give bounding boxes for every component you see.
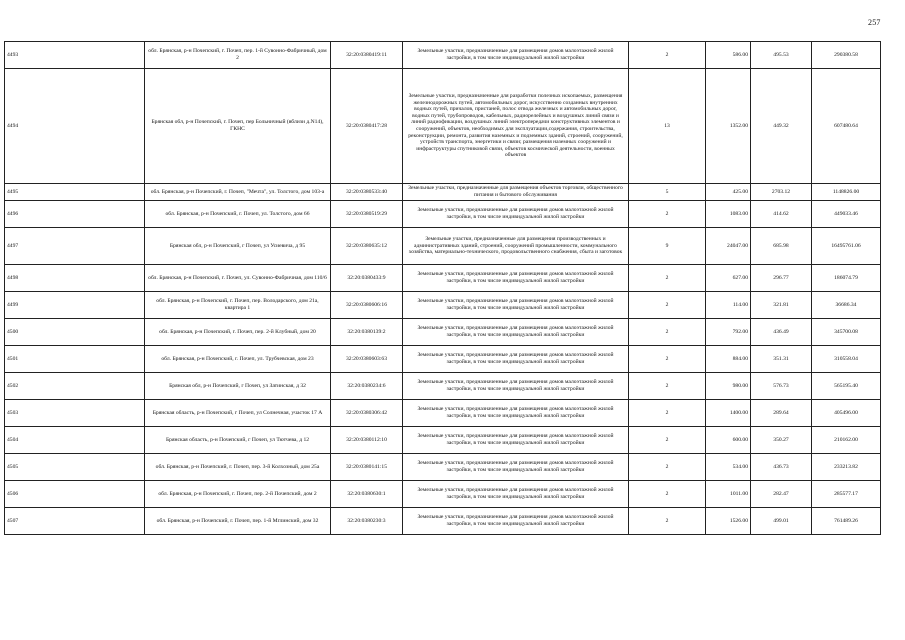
row-number-cell: 4502	[5, 373, 145, 400]
area-cell: 425.00	[706, 184, 751, 201]
cadastral-value-cell: 565195.40	[812, 373, 881, 400]
table-row	[5, 69, 881, 184]
cadastral-number-cell: 32:20:0380112:10	[331, 427, 403, 454]
row-number-cell: 4503	[5, 400, 145, 427]
row-number-cell: 4507	[5, 508, 145, 535]
cadastral-number-cell: 32:20:0380234:6	[331, 373, 403, 400]
cadastral-value-cell: 449033.46	[812, 201, 881, 228]
specific-value-cell: 495.53	[751, 42, 812, 69]
address-cell: Брянская обл, р-н Почепский, г Почеп, ул Затинская, д 32	[145, 373, 331, 400]
row-number-cell: 4506	[5, 481, 145, 508]
permitted-use-cell: Земельные участки, предназначенные для размещения домов малоэтажной жилой застройки, в том числе индивидуальной жилой застройки	[403, 265, 629, 292]
specific-value-cell: 289.64	[751, 400, 812, 427]
specific-value-cell: 321.81	[751, 292, 812, 319]
cadastral-value-cell: 761489.26	[812, 508, 881, 535]
permitted-use-cell: Земельные участки, предназначенные для размещения домов малоэтажной жилой застройки, в том числе индивидуальной жилой застройки	[403, 481, 629, 508]
address-cell: обл. Брянская, р-н Почепский, г. Почеп, "Мечта", ул. Толстого, дом 103-а	[145, 184, 331, 201]
address-cell: Брянская область, р-н Почепский, г Почеп, ул Тютчева, д 12	[145, 427, 331, 454]
permitted-use-cell: Земельные участки, предназначенные для размещения объектов торговли, общественного питания и бытового обслуживания	[403, 184, 629, 201]
specific-value-cell: 2703.12	[751, 184, 812, 201]
cadastral-value-cell: 345700.08	[812, 319, 881, 346]
row-number-cell: 4505	[5, 454, 145, 481]
row-number-cell: 4504	[5, 427, 145, 454]
cadastral-number-cell: 32:20:0380635:12	[331, 228, 403, 265]
use-group-cell: 2	[629, 481, 706, 508]
table-row	[5, 427, 881, 454]
use-group-cell: 2	[629, 427, 706, 454]
address-cell: обл. Брянская, р-н Почепский, г. Почеп, пер. 3-й Колхозный, дом 25а	[145, 454, 331, 481]
permitted-use-cell: Земельные участки, предназначенные для размещения домов малоэтажной жилой застройки, в том числе индивидуальной жилой застройки	[403, 400, 629, 427]
table-row	[5, 292, 881, 319]
permitted-use-cell: Земельные участки, предназначенные для размещения домов малоэтажной жилой застройки, в том числе индивидуальной жилой застройки	[403, 373, 629, 400]
permitted-use-cell: Земельные участки, предназначенные для размещения домов малоэтажной жилой застройки, в том числе индивидуальной жилой застройки	[403, 292, 629, 319]
address-cell: обл. Брянская, р-н Почепский, г. Почеп, ул. Трубчевская, дом 23	[145, 346, 331, 373]
permitted-use-cell: Земельные участки, предназначенные для размещения домов малоэтажной жилой застройки, в том числе индивидуальной жилой застройки	[403, 454, 629, 481]
table-row	[5, 454, 881, 481]
specific-value-cell: 351.31	[751, 346, 812, 373]
row-number-cell: 4496	[5, 201, 145, 228]
use-group-cell: 2	[629, 265, 706, 292]
area-cell: 24047.00	[706, 228, 751, 265]
table-body	[5, 42, 881, 535]
cadastral-value-cell: 310558.04	[812, 346, 881, 373]
use-group-cell: 2	[629, 292, 706, 319]
area-cell: 1526.00	[706, 508, 751, 535]
area-cell: 1400.00	[706, 400, 751, 427]
address-cell: обл. Брянская, р-н Почепский, г. Почеп, ул. Сувонно-Фабричная, дом 110/6	[145, 265, 331, 292]
table-row	[5, 346, 881, 373]
specific-value-cell: 350.27	[751, 427, 812, 454]
cadastral-value-cell: 210162.00	[812, 427, 881, 454]
cadastral-value-cell: 36686.34	[812, 292, 881, 319]
permitted-use-cell: Земельные участки, предназначенные для размещения домов малоэтажной жилой застройки, в том числе индивидуальной жилой застройки	[403, 346, 629, 373]
cadastral-number-cell: 32:20:0380230:3	[331, 508, 403, 535]
area-cell: 586.00	[706, 42, 751, 69]
specific-value-cell: 449.32	[751, 69, 812, 184]
row-number-cell: 4493	[5, 42, 145, 69]
address-cell: Брянская область, р-н Почепский, г Почеп, ул Солнечная, участок 17 А	[145, 400, 331, 427]
area-cell: 600.00	[706, 427, 751, 454]
area-cell: 1083.00	[706, 201, 751, 228]
specific-value-cell: 296.77	[751, 265, 812, 292]
cadastral-number-cell: 32:20:0380603:63	[331, 346, 403, 373]
use-group-cell: 5	[629, 184, 706, 201]
area-cell: 884.00	[706, 346, 751, 373]
cadastral-value-cell: 285577.17	[812, 481, 881, 508]
permitted-use-cell: Земельные участки, предназначенные для размещения домов малоэтажной жилой застройки, в том числе индивидуальной жилой застройки	[403, 508, 629, 535]
row-number-cell: 4501	[5, 346, 145, 373]
area-cell: 980.00	[706, 373, 751, 400]
permitted-use-cell: Земельные участки, предназначенные для размещения домов малоэтажной жилой застройки, в том числе индивидуальной жилой застройки	[403, 427, 629, 454]
specific-value-cell: 282.47	[751, 481, 812, 508]
area-cell: 792.00	[706, 319, 751, 346]
permitted-use-cell: Земельные участки, предназначенные для размещения домов малоэтажной жилой застройки, в том числе индивидуальной жилой застройки	[403, 319, 629, 346]
row-number-cell: 4500	[5, 319, 145, 346]
cadastral-value-cell: 16495761.06	[812, 228, 881, 265]
specific-value-cell: 414.62	[751, 201, 812, 228]
row-number-cell: 4499	[5, 292, 145, 319]
permitted-use-cell: Земельные участки, предназначенные для размещения домов малоэтажной жилой застройки, в том числе индивидуальной жилой застройки	[403, 201, 629, 228]
address-cell: обл. Брянская, р-н Почепский, г. Почеп, ул. Толстого, дом 66	[145, 201, 331, 228]
address-cell: Брянская обл, р-н Почепский, г. Почеп, пер Больничный (вблизи д.N14), ГКНС	[145, 69, 331, 184]
permitted-use-cell: Земельные участки, предназначенные для разработки полезных ископаемых, размещения железнодорожных путей, автомобильных дорог, искусственно созданных внутренних водных путей, причалов, пристаней, полос отвода железных и автомобильных дорог, водных путей, трубопроводов, кабельных, радиорелейных и воздушных линий связи и линий радиофикации, воздушных линий электропередачи конструктивных элементов и сооружений, объектов, необходимых для эксплуатации,содержания, строительства, реконструкции, ремонта, развития наземных и подземных зданий, строений, сооружений, устройств транспорта, энергетики и связи; размещения наземных сооружений и инфраструктуры спутниковой связи, объектов космической деятельности, военных объектов	[403, 69, 629, 184]
address-cell: обл. Брянская, р-н Почепский, г. Почеп, пер. Володарского, дом 21а, квартира 1	[145, 292, 331, 319]
cadastral-value-cell: 233213.82	[812, 454, 881, 481]
cadastral-number-cell: 32:20:0380417:28	[331, 69, 403, 184]
area-cell: 114.00	[706, 292, 751, 319]
cadastral-number-cell: 32:20:0380419:11	[331, 42, 403, 69]
area-cell: 534.00	[706, 454, 751, 481]
area-cell: 627.00	[706, 265, 751, 292]
use-group-cell: 2	[629, 400, 706, 427]
use-group-cell: 9	[629, 228, 706, 265]
specific-value-cell: 576.73	[751, 373, 812, 400]
table-row	[5, 184, 881, 201]
row-number-cell: 4494	[5, 69, 145, 184]
use-group-cell: 2	[629, 373, 706, 400]
specific-value-cell: 499.01	[751, 508, 812, 535]
address-cell: обл. Брянская, р-н Почепский, г. Почеп, пер. 2-й Почепский, дом 2	[145, 481, 331, 508]
address-cell: обл. Брянская, р-н Почепский, г. Почеп, пер. 2-й Клубный, дом 20	[145, 319, 331, 346]
cadastral-number-cell: 32:20:0380306:42	[331, 400, 403, 427]
cadastral-number-cell: 32:20:0380533:40	[331, 184, 403, 201]
cadastral-number-cell: 32:20:0380433:9	[331, 265, 403, 292]
page-number: 257	[868, 18, 881, 27]
area-cell: 1011.00	[706, 481, 751, 508]
use-group-cell: 2	[629, 201, 706, 228]
cadastral-number-cell: 32:20:0380519:29	[331, 201, 403, 228]
table-row	[5, 508, 881, 535]
permitted-use-cell: Земельные участки, предназначенные для размещения производственных и административных зданий, строений, сооружений промышленности, коммунального хозяйства, материально-технического, продовольственного снабжения, сбыта и заготовок	[403, 228, 629, 265]
address-cell: Брянская обл, р-н Почепский, г Почеп, ул Усиевича, д 95	[145, 228, 331, 265]
permitted-use-cell: Земельные участки, предназначенные для размещения домов малоэтажной жилой застройки, в том числе индивидуальной жилой застройки	[403, 42, 629, 69]
use-group-cell: 2	[629, 346, 706, 373]
cadastral-number-cell: 32:20:0380606:16	[331, 292, 403, 319]
table-row	[5, 400, 881, 427]
cadastral-number-cell: 32:20:0380141:15	[331, 454, 403, 481]
table-row	[5, 228, 881, 265]
cadastral-value-cell: 186074.79	[812, 265, 881, 292]
row-number-cell: 4497	[5, 228, 145, 265]
cadastral-number-cell: 32:20:0380630:1	[331, 481, 403, 508]
address-cell: обл. Брянская, р-н Почепский, г. Почеп, пер. 1-й Сувонно-Фабричный, дом 2	[145, 42, 331, 69]
cadastral-value-cell: 1148826.00	[812, 184, 881, 201]
table-row	[5, 319, 881, 346]
specific-value-cell: 436.49	[751, 319, 812, 346]
table-row	[5, 481, 881, 508]
cadastral-value-table	[4, 41, 881, 535]
use-group-cell: 2	[629, 454, 706, 481]
use-group-cell: 2	[629, 319, 706, 346]
cadastral-value-cell: 290380.58	[812, 42, 881, 69]
use-group-cell: 13	[629, 69, 706, 184]
table-row	[5, 201, 881, 228]
table-row	[5, 42, 881, 69]
cadastral-value-cell: 607480.64	[812, 69, 881, 184]
table-row	[5, 373, 881, 400]
address-cell: обл. Брянская, р-н Почепский, г. Почеп, пер. 1-й Мглинский, дом 32	[145, 508, 331, 535]
row-number-cell: 4498	[5, 265, 145, 292]
cadastral-number-cell: 32:20:0380139:2	[331, 319, 403, 346]
table-row	[5, 265, 881, 292]
cadastral-value-cell: 405496.00	[812, 400, 881, 427]
area-cell: 1352.00	[706, 69, 751, 184]
specific-value-cell: 436.73	[751, 454, 812, 481]
use-group-cell: 2	[629, 42, 706, 69]
row-number-cell: 4495	[5, 184, 145, 201]
use-group-cell: 2	[629, 508, 706, 535]
specific-value-cell: 685.98	[751, 228, 812, 265]
